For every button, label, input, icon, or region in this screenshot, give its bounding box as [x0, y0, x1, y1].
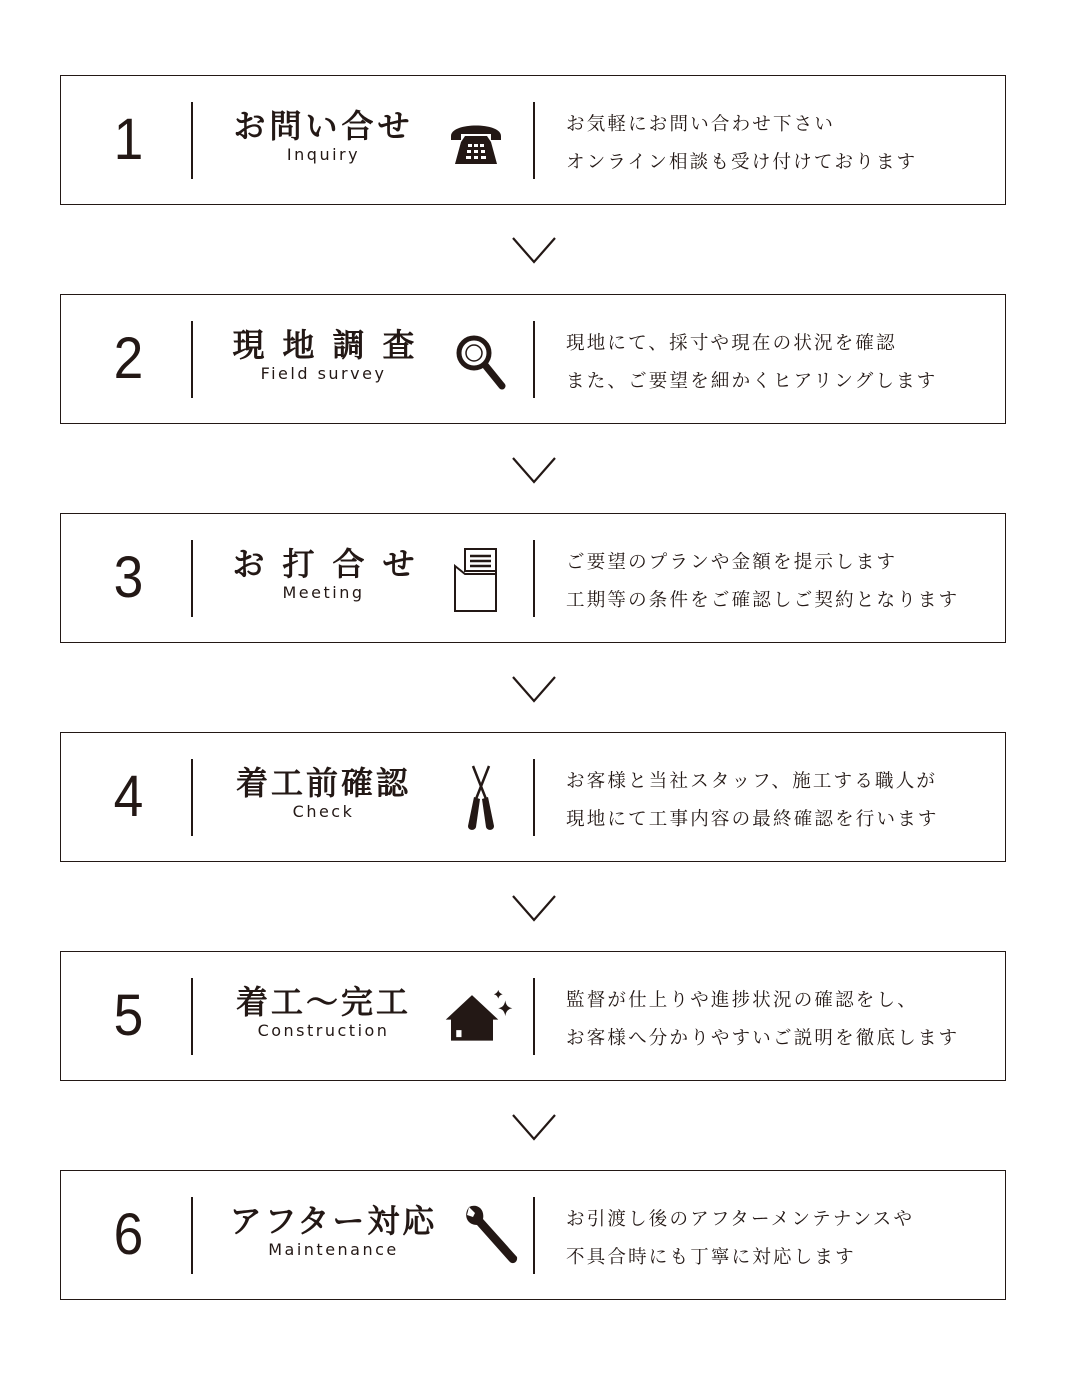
- divider: [191, 978, 193, 1055]
- divider: [533, 540, 535, 617]
- divider: [533, 321, 535, 398]
- step-number: 5: [113, 983, 144, 1048]
- description-line: 工期等の条件をご確認しご契約となります: [566, 590, 960, 611]
- step-title-block: [211, 763, 436, 833]
- document-tray-icon: [449, 544, 519, 614]
- step-number: 6: [113, 1202, 144, 1267]
- description-line: お客様と当社スタッフ、施工する職人が: [566, 771, 938, 792]
- wrench-icon: [461, 1201, 531, 1271]
- step-description: [566, 325, 1006, 401]
- description-line: 監督が仕上りや進捗状況の確認をし、: [566, 990, 918, 1011]
- step-card-construction: [60, 951, 1006, 1081]
- description-line: 現地にて工事内容の最終確認を行います: [566, 809, 939, 830]
- step-subtitle: Meeting: [282, 583, 365, 602]
- step-title: 着工前確認: [235, 764, 411, 802]
- step-number: 1: [113, 107, 144, 172]
- description-line: お引渡し後のアフターメンテナンスや: [566, 1209, 915, 1230]
- step-subtitle: Maintenance: [268, 1240, 399, 1259]
- step-title: お問い合せ: [233, 107, 414, 145]
- step-subtitle: Construction: [257, 1021, 390, 1040]
- step-title: アフター対応: [229, 1202, 438, 1240]
- step-subtitle: Field survey: [260, 364, 387, 383]
- chevron-down-icon: [511, 1113, 557, 1141]
- description-line: お気軽にお問い合わせ下さい: [566, 114, 836, 135]
- step-subtitle: Check: [292, 802, 355, 821]
- magnifier-icon: [446, 325, 516, 395]
- step-title-block: [211, 544, 436, 614]
- step-description: [566, 544, 1006, 620]
- sparkling-house-icon: [444, 982, 514, 1052]
- step-title-block: [211, 106, 436, 176]
- chevron-down-icon: [511, 894, 557, 922]
- step-description: [566, 106, 1006, 182]
- step-description: [566, 1201, 1006, 1277]
- description-line: 不具合時にも丁寧に対応します: [566, 1247, 856, 1268]
- step-title: お打合せ: [232, 545, 433, 583]
- step-number: 3: [113, 545, 144, 610]
- description-line: また、ご要望を細かくヒアリングします: [566, 371, 938, 392]
- divider: [191, 321, 193, 398]
- step-title-block: [211, 1201, 456, 1271]
- step-card-inquiry: [60, 75, 1006, 205]
- divider: [533, 978, 535, 1055]
- step-description: [566, 763, 1006, 839]
- description-line: 現地にて、採寸や現在の状況を確認: [566, 333, 897, 354]
- step-description: [566, 982, 1006, 1058]
- step-title: 着工～完工: [235, 983, 411, 1021]
- step-card-meeting: [60, 513, 1006, 643]
- divider: [191, 759, 193, 836]
- step-title-block: [211, 982, 436, 1052]
- divider: [191, 540, 193, 617]
- screwdrivers-icon: [446, 763, 516, 833]
- chevron-down-icon: [511, 675, 557, 703]
- step-card-check: [60, 732, 1006, 862]
- step-subtitle: Inquiry: [286, 145, 361, 164]
- divider: [191, 102, 193, 179]
- divider: [533, 759, 535, 836]
- description-line: お客様へ分かりやすいご説明を徹底します: [566, 1028, 960, 1049]
- step-card-maintenance: [60, 1170, 1006, 1300]
- chevron-down-icon: [511, 236, 557, 264]
- divider: [533, 1197, 535, 1274]
- step-number: 2: [113, 326, 144, 391]
- step-title: 現地調査: [232, 326, 433, 364]
- description-line: ご要望のプランや金額を提示します: [566, 552, 898, 573]
- chevron-down-icon: [511, 456, 557, 484]
- step-title-block: [211, 325, 436, 395]
- telephone-icon: [441, 106, 511, 176]
- description-line: オンライン相談も受け付けております: [566, 152, 918, 173]
- divider: [191, 1197, 193, 1274]
- divider: [533, 102, 535, 179]
- step-card-field-survey: [60, 294, 1006, 424]
- step-number: 4: [113, 764, 144, 829]
